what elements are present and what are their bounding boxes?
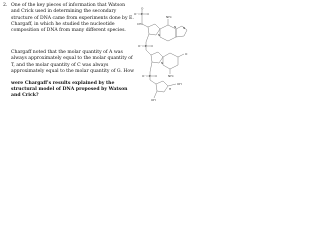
question-number: 2. [3,3,8,8]
oh-label: OH [151,98,156,102]
o-label: O [146,12,149,16]
bold-line: were Chargaff's results explained by the [11,81,115,86]
n-label: N [174,25,177,29]
o-minus-label: O⁻ [142,74,146,78]
bond-line [154,91,157,98]
ch2-label: CH₂ [137,22,143,26]
nh2-label: NH₂ [166,15,172,19]
sugar-ring [156,81,168,92]
o-label: O [154,74,157,78]
paragraph-line: One of the key pieces of information that Watson [11,3,126,8]
n-label: N [183,26,186,30]
o-label: O [141,6,144,11]
p-label: P [140,12,143,16]
bond-line [150,80,156,84]
base-ring [163,53,178,69]
paragraph-line: structure of DNA came from experiments done by E. [11,15,134,21]
paragraph-line: and Crick used in determining the secondary [11,9,117,15]
question-paragraph-1 [11,3,134,34]
bold-line: and Crick? [11,93,39,99]
paragraph-line: T, and the molar quantity of C was always [11,62,109,68]
n-label: N [158,33,161,37]
paragraph-line: Chargaff, in which he studied the nucleotide [11,21,115,27]
bond-line [142,24,148,27]
bond-line [146,50,151,55]
paragraph-line: approximately equal to the molar quantity of G. How [11,68,135,74]
n-label: N [161,61,164,65]
dna-structure-svg [118,0,200,103]
o-minus-label: O⁻ [134,12,138,16]
bond-line [146,34,149,42]
base-ring [176,26,187,37]
o-label: O [150,44,153,48]
o-label: O [185,52,188,56]
bond-line [168,84,176,86]
bold-line: structural model of DNA proposed by Watson [11,87,128,93]
bond-line [150,62,152,72]
paragraph-line: composition of DNA from many different species. [11,28,126,33]
nh2-label: NH₂ [168,74,174,78]
p-label: P [148,74,151,78]
dna-structure-diagram [118,0,200,103]
paragraph-line: always approximately equal to the molar quantity of [11,56,133,62]
question-bold-text [11,81,127,99]
p-label: P [144,44,147,48]
bond-line [178,54,184,57]
oh-label: OH [177,82,182,86]
o-minus-label: O⁻ [138,44,142,48]
paragraph-line: Chargaff noted that the molar quantity of A was [11,50,123,55]
h-label: H [169,87,172,91]
question-paragraph-2 [11,50,134,75]
